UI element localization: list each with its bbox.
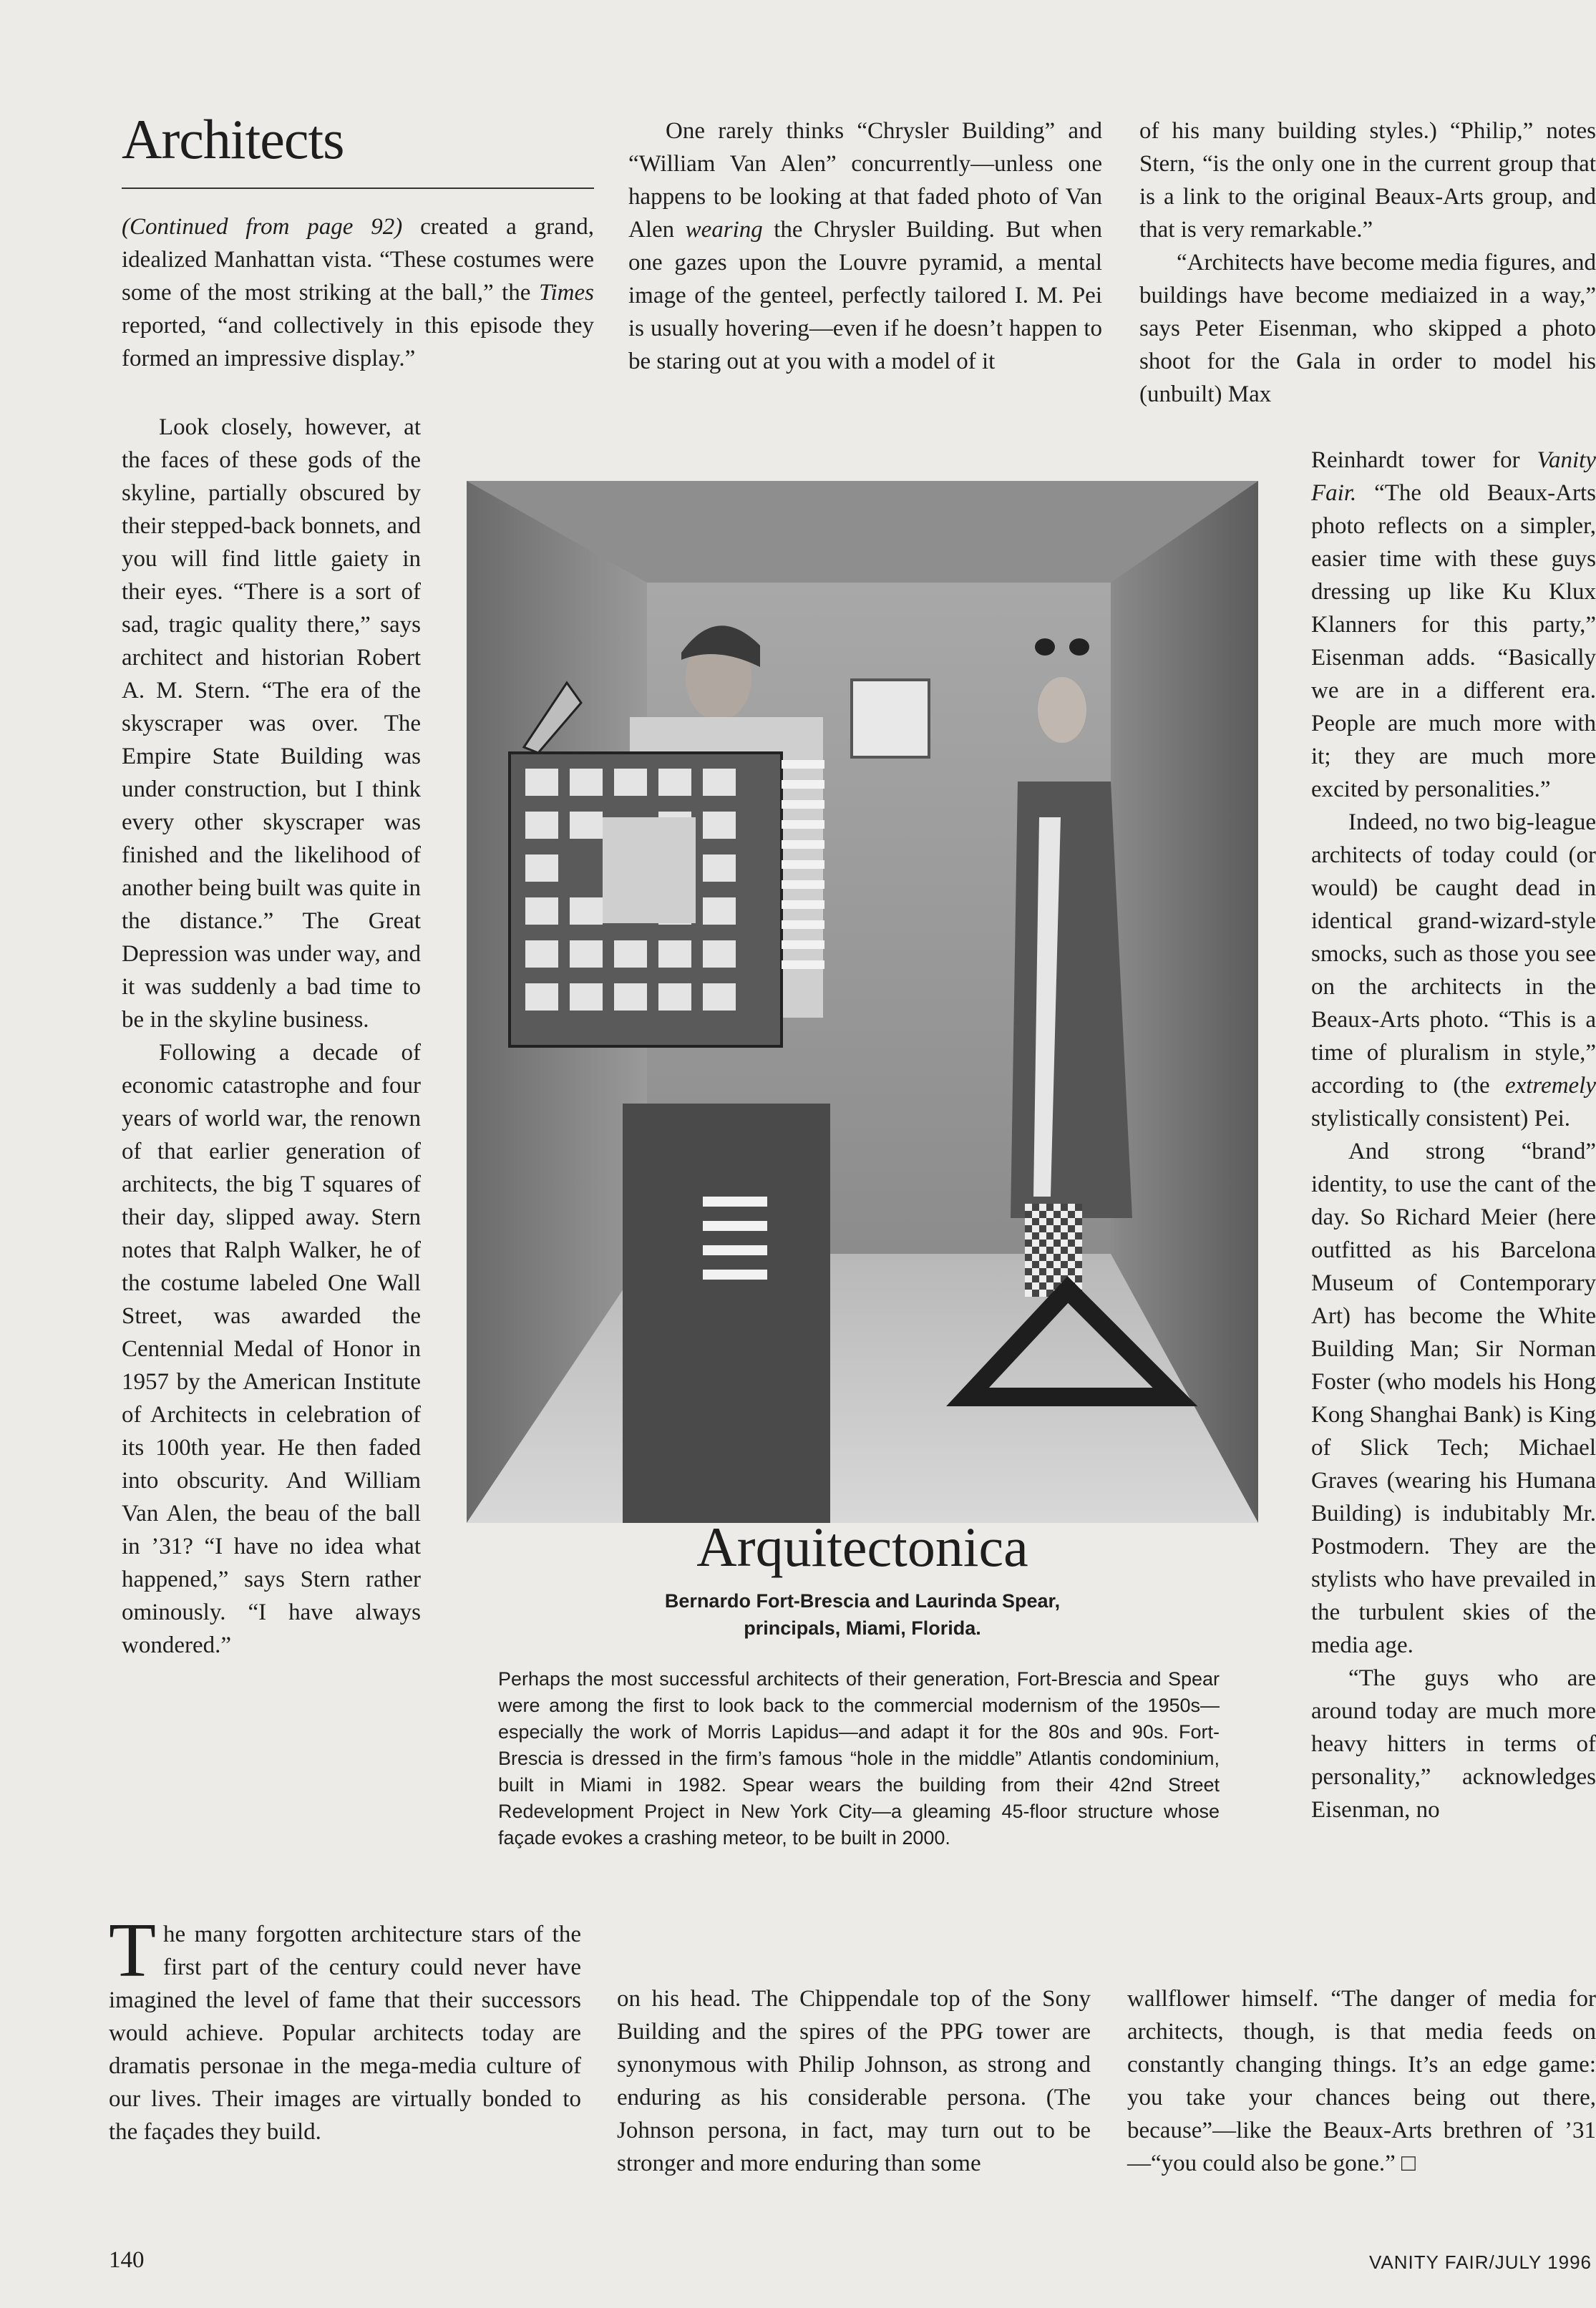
arquitectonica-portrait <box>467 481 1258 1523</box>
column-1-top <box>122 210 594 375</box>
column-1-narrow <box>122 411 421 1662</box>
paragraph: Indeed, no two big-league architects of today could (or would) be caught dead in identical grand-wizard-style smocks, such as those you see on the architects in the Beaux-Arts photo. “This is a time of pluralism in style,” according to (the extremely stylistically consistent) Pei. <box>1311 809 1596 1131</box>
credit-line: Bernardo Fort-Brescia and Laurinda Spear, <box>664 1590 1061 1612</box>
paragraph: “Architects have become media figures, and buildings have become mediaized in a way,” says Peter Eisenman, who skipped a photo shoot for the Gala in order to model his (unbuilt) Max <box>1139 250 1596 407</box>
paragraph: The many forgotten architecture stars of the first part of the century could never have imagined the level of fame that their successors would achieve. Popular architects today are dramatis personae in the mega-media culture of our lives. Their images are virtually bonded to the façades they build. <box>109 1908 581 2145</box>
drop-cap: T <box>109 1908 156 1993</box>
paragraph: wallflower himself. “The danger of media for architects, though, is that media feeds on constantly changing things. It’s an edge game: you take your chances being out there, because”—like the Beaux-Arts brethren of ’31—“you could also be gone.” □ <box>1127 1986 1596 2176</box>
credit-line: principals, Miami, Florida. <box>744 1617 981 1639</box>
continued-note: (Continued from page 92) <box>122 214 403 240</box>
paragraph: And strong “brand” identity, to use the cant of the day. So Richard Meier (here outfitted as his Barcelona Museum of Contemporary Art) has become the White Building Man; Sir Norman Foster (who models his Hong Kong Shanghai Bank) is King of Slick Tech; Michael Graves (wearing his Humana Building) is indubitably Mr. Postmodern. They are the stylists who have prevailed in the turbulent skies of the media age. <box>1311 1139 1596 1658</box>
paragraph: (Continued from page 92) created a grand, idealized Manhattan vista. “These costumes were some of the most striking at the ball,” the Times reported, “and collectively in this episode they formed an impressive display.” <box>122 214 594 371</box>
paragraph: Look closely, however, at the faces of these gods of the skyline, partially obscured by their stepped-back bonnets, and you will find little gaiety in their eyes. “There is a sort of sad, tragic quality there,” says architect and historian Robert A. M. Stern. “The era of the skyscraper was over. The Empire State Building was under construction, but I think every other skyscraper was finished and the likelihood of another being built was quite in the distance.” The Great Depression was under way, and it was suddenly a bad time to be in the skyline business. <box>122 414 421 1033</box>
caption-credit <box>467 1587 1258 1642</box>
column-3-top <box>1139 115 1596 411</box>
column-3-bottom <box>1127 1982 1596 2180</box>
column-2-top <box>628 115 1102 378</box>
heading-rule <box>122 188 594 189</box>
paragraph: Reinhardt tower for Vanity Fair. “The old Beaux-Arts photo reflects on a simpler, easier time with these guys dressing up like Ku Klux Klanners for this party,” Eisenman adds. “Basically we are in a different era. People are much more with it; they are much more excited by personalities.” <box>1311 447 1596 802</box>
page-number: 140 <box>109 2247 145 2273</box>
section-title: Architects <box>122 108 344 170</box>
masthead-folio: VANITY FAIR/JULY 1996 <box>1369 2251 1592 2273</box>
paragraph: on his head. The Chippendale top of the Sony Building and the spires of the PPG tower are synonymous with Philip Johnson, as strong and enduring as his considerable persona. (The Johnson persona, in fact, may turn out to be stronger and more enduring than some <box>617 1986 1091 2176</box>
caption-body: Perhaps the most successful architects of their generation, Fort-Brescia and Spear were among the first to look back to the commercial modernism of the 1950s—especially the work of Morris Lapidus—and adapt it for the 80s and 90s. Fort-Brescia is dressed in the firm’s famous “hole in the middle” Atlantis condominium, built in Miami in 1982. Spear wears the building from their 42nd Street Redevelopment Project in New York City—a gleaming 45-floor structure whose façade evokes a crashing meteor, to be built in 2000. <box>498 1668 1220 1849</box>
column-3-narrow <box>1311 444 1596 1826</box>
paragraph: of his many building styles.) “Philip,” notes Stern, “is the only one in the current group that is a link to the original Beaux-Arts group, and that is very remarkable.” <box>1139 118 1596 243</box>
paragraph: “The guys who are around today are much more heavy hitters in terms of personality,” acknowledges Eisenman, no <box>1311 1665 1596 1823</box>
column-2-bottom <box>617 1982 1091 2180</box>
paragraph: Following a decade of economic catastrophe and four years of world war, the renown of that earlier generation of architects, the big T squares of their day, slipped away. Stern notes that Ralph Walker, he of the costume labeled One Wall Street, was awarded the Centennial Medal of Honor in 1957 by the American Institute of Architects in celebration of its 100th year. He then faded into obscurity. And William Van Alen, the beau of the ball in ’31? “I have no idea what happened,” says Stern rather ominously. “I have always wondered.” <box>122 1040 421 1658</box>
caption-title: Arquitectonica <box>696 1516 1028 1578</box>
photograph <box>467 481 1258 1523</box>
column-1-bottom <box>109 1908 581 2148</box>
paragraph: One rarely thinks “Chrysler Building” and “William Van Alen” concurrently—unless one happens to be looking at that faded photo of Van Alen wearing the Chrysler Building. But when one gazes upon the Louvre pyramid, a mental image of the genteel, perfectly tailored I. M. Pei is usually hovering—even if he doesn’t happen to be staring out at you with a model of it <box>628 118 1103 374</box>
